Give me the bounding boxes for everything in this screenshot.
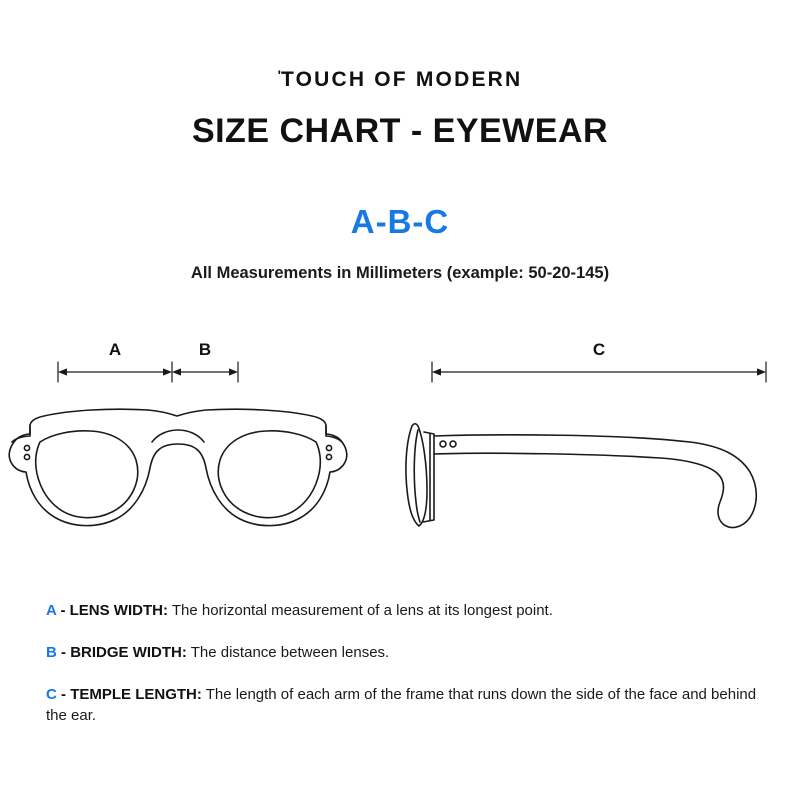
dimension-label-b: B: [198, 340, 212, 359]
eyewear-diagram: [0, 330, 800, 560]
legend-item-temple-length: [46, 684, 758, 728]
measurement-units-note: All Measurements in Millimeters (example: 50-20-145): [190, 264, 610, 282]
legend-key-a: A: [46, 602, 57, 619]
brand-logo: [0, 68, 800, 92]
page-title: SIZE CHART - EYEWEAR: [191, 112, 609, 150]
legend-separator-c: -: [56, 685, 71, 703]
brand-name: TOUCH OF MODERN: [280, 68, 523, 91]
legend-desc-lens-width: The horizontal measurement of a lens at its longest point.: [167, 602, 553, 619]
legend-item-lens-width: [46, 600, 758, 622]
legend-term-temple-length: TEMPLE LENGTH:: [70, 685, 202, 703]
brand-tick-mark: ': [277, 67, 281, 83]
legend-list: [46, 600, 758, 727]
legend-separator-a: -: [56, 602, 70, 619]
legend-separator-b: -: [56, 643, 71, 661]
legend-term-lens-width: LENS WIDTH:: [69, 602, 168, 619]
abc-heading: A-B-C: [350, 203, 450, 240]
legend-key-b: B: [46, 643, 57, 661]
legend-key-c: C: [46, 685, 57, 703]
dimension-label-a: A: [108, 340, 122, 359]
legend-item-bridge-width: [46, 642, 758, 664]
legend-desc-temple-length: The length of each arm of the frame that runs down the side of the face and behind the ear.: [46, 685, 757, 725]
legend-term-bridge-width: BRIDGE WIDTH:: [70, 643, 187, 661]
dimension-label-c: C: [592, 340, 606, 359]
legend-desc-bridge-width: The distance between lenses.: [186, 643, 390, 661]
